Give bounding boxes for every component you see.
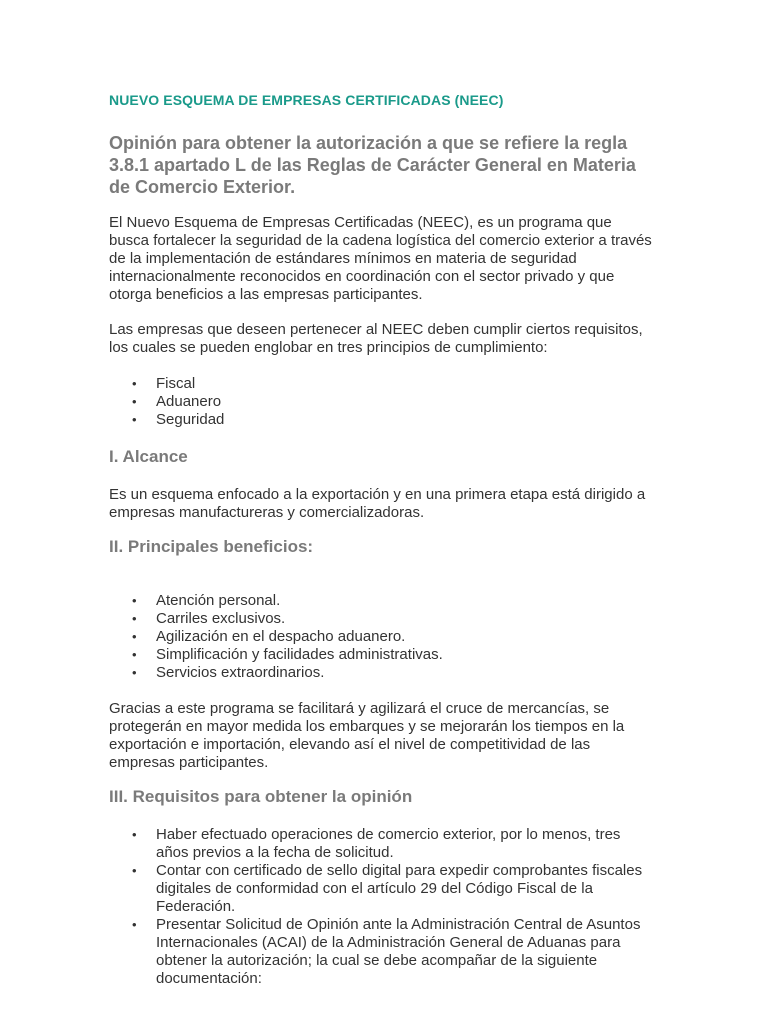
document-title: NUEVO ESQUEMA DE EMPRESAS CERTIFICADAS (NEEC) [109, 92, 504, 108]
list-item [109, 628, 654, 646]
bullet-icon: • [132, 863, 137, 878]
list-item [109, 610, 654, 628]
requirement-label: Presentar Solicitud de Opinión ante la Administración Central de Asuntos Internacionales (ACAI) de la Administración General de Aduanas para obtener la autorización; la cual se debe acompañar de la siguiente documentación: [156, 916, 641, 987]
list-item [109, 664, 654, 682]
list-item [109, 592, 654, 610]
benefits-paragraph: Gracias a este programa se facilitará y agilizará el cruce de mercancías, se protegerán en mayor medida los embarques y se mejorarán los tiempos en la exportación e importación, elevando así el nivel de competitividad de las empresas participantes. [109, 700, 625, 771]
scope-paragraph: Es un esquema enfocado a la exportación y en una primera etapa está dirigido a empresas manufactureras y comercializadoras. [109, 486, 646, 521]
list-item [109, 411, 654, 429]
bullet-icon: • [132, 917, 137, 932]
requirements-paragraph: Las empresas que deseen pertenecer al NEEC deben cumplir ciertos requisitos, los cuales se pueden englobar en tres principios de cumplimiento: [109, 321, 643, 356]
bullet-icon: • [132, 647, 137, 662]
bullet-icon: • [132, 394, 137, 409]
principle-label: Seguridad [156, 411, 225, 428]
principle-label: Fiscal [156, 375, 196, 392]
document-subtitle: Opinión para obtener la autorización a que se refiere la regla 3.8.1 apartado L de las Reglas de Carácter General en Materia de Comercio Exterior. [109, 133, 636, 197]
bullet-icon: • [132, 827, 137, 842]
benefit-label: Servicios extraordinarios. [156, 664, 325, 681]
bullet-icon: • [132, 665, 137, 680]
requirement-label: Haber efectuado operaciones de comercio exterior, por lo menos, tres años previos a la fecha de solicitud. [156, 826, 621, 861]
list-item [109, 916, 654, 988]
section-heading-scope: I. Alcance [109, 447, 188, 466]
list-item [109, 826, 654, 862]
requirement-label: Contar con certificado de sello digital para expedir comprobantes fiscales digitales de conformidad con el artículo 29 del Código Fiscal de la Federación. [156, 862, 643, 915]
list-item [109, 646, 654, 664]
benefits-list [109, 592, 654, 682]
section-heading-requirements: III. Requisitos para obtener la opinión [109, 787, 413, 806]
principle-label: Aduanero [156, 393, 222, 410]
intro-paragraph: El Nuevo Esquema de Empresas Certificadas (NEEC), es un programa que busca fortalecer la seguridad de la cadena logística del comercio exterior a través de la implementación de estándares mínimos en materia de seguridad internacionalmente reconocidos en coordinación con el sector privado y que otorga beneficios a las empresas participantes. [109, 214, 652, 303]
bullet-icon: • [132, 412, 137, 427]
section-heading-benefits: II. Principales beneficios: [109, 537, 314, 556]
bullet-icon: • [132, 593, 137, 608]
bullet-icon: • [132, 611, 137, 626]
bullet-icon: • [132, 629, 137, 644]
benefit-label: Carriles exclusivos. [156, 610, 286, 627]
list-item [109, 375, 654, 393]
bullet-icon: • [132, 376, 137, 391]
requirements-list [109, 826, 654, 988]
benefit-label: Agilización en el despacho aduanero. [156, 628, 406, 645]
principles-list [109, 375, 654, 429]
benefit-label: Atención personal. [156, 592, 281, 609]
list-item [109, 862, 654, 916]
benefit-label: Simplificación y facilidades administrativas. [156, 646, 443, 663]
list-item [109, 393, 654, 411]
